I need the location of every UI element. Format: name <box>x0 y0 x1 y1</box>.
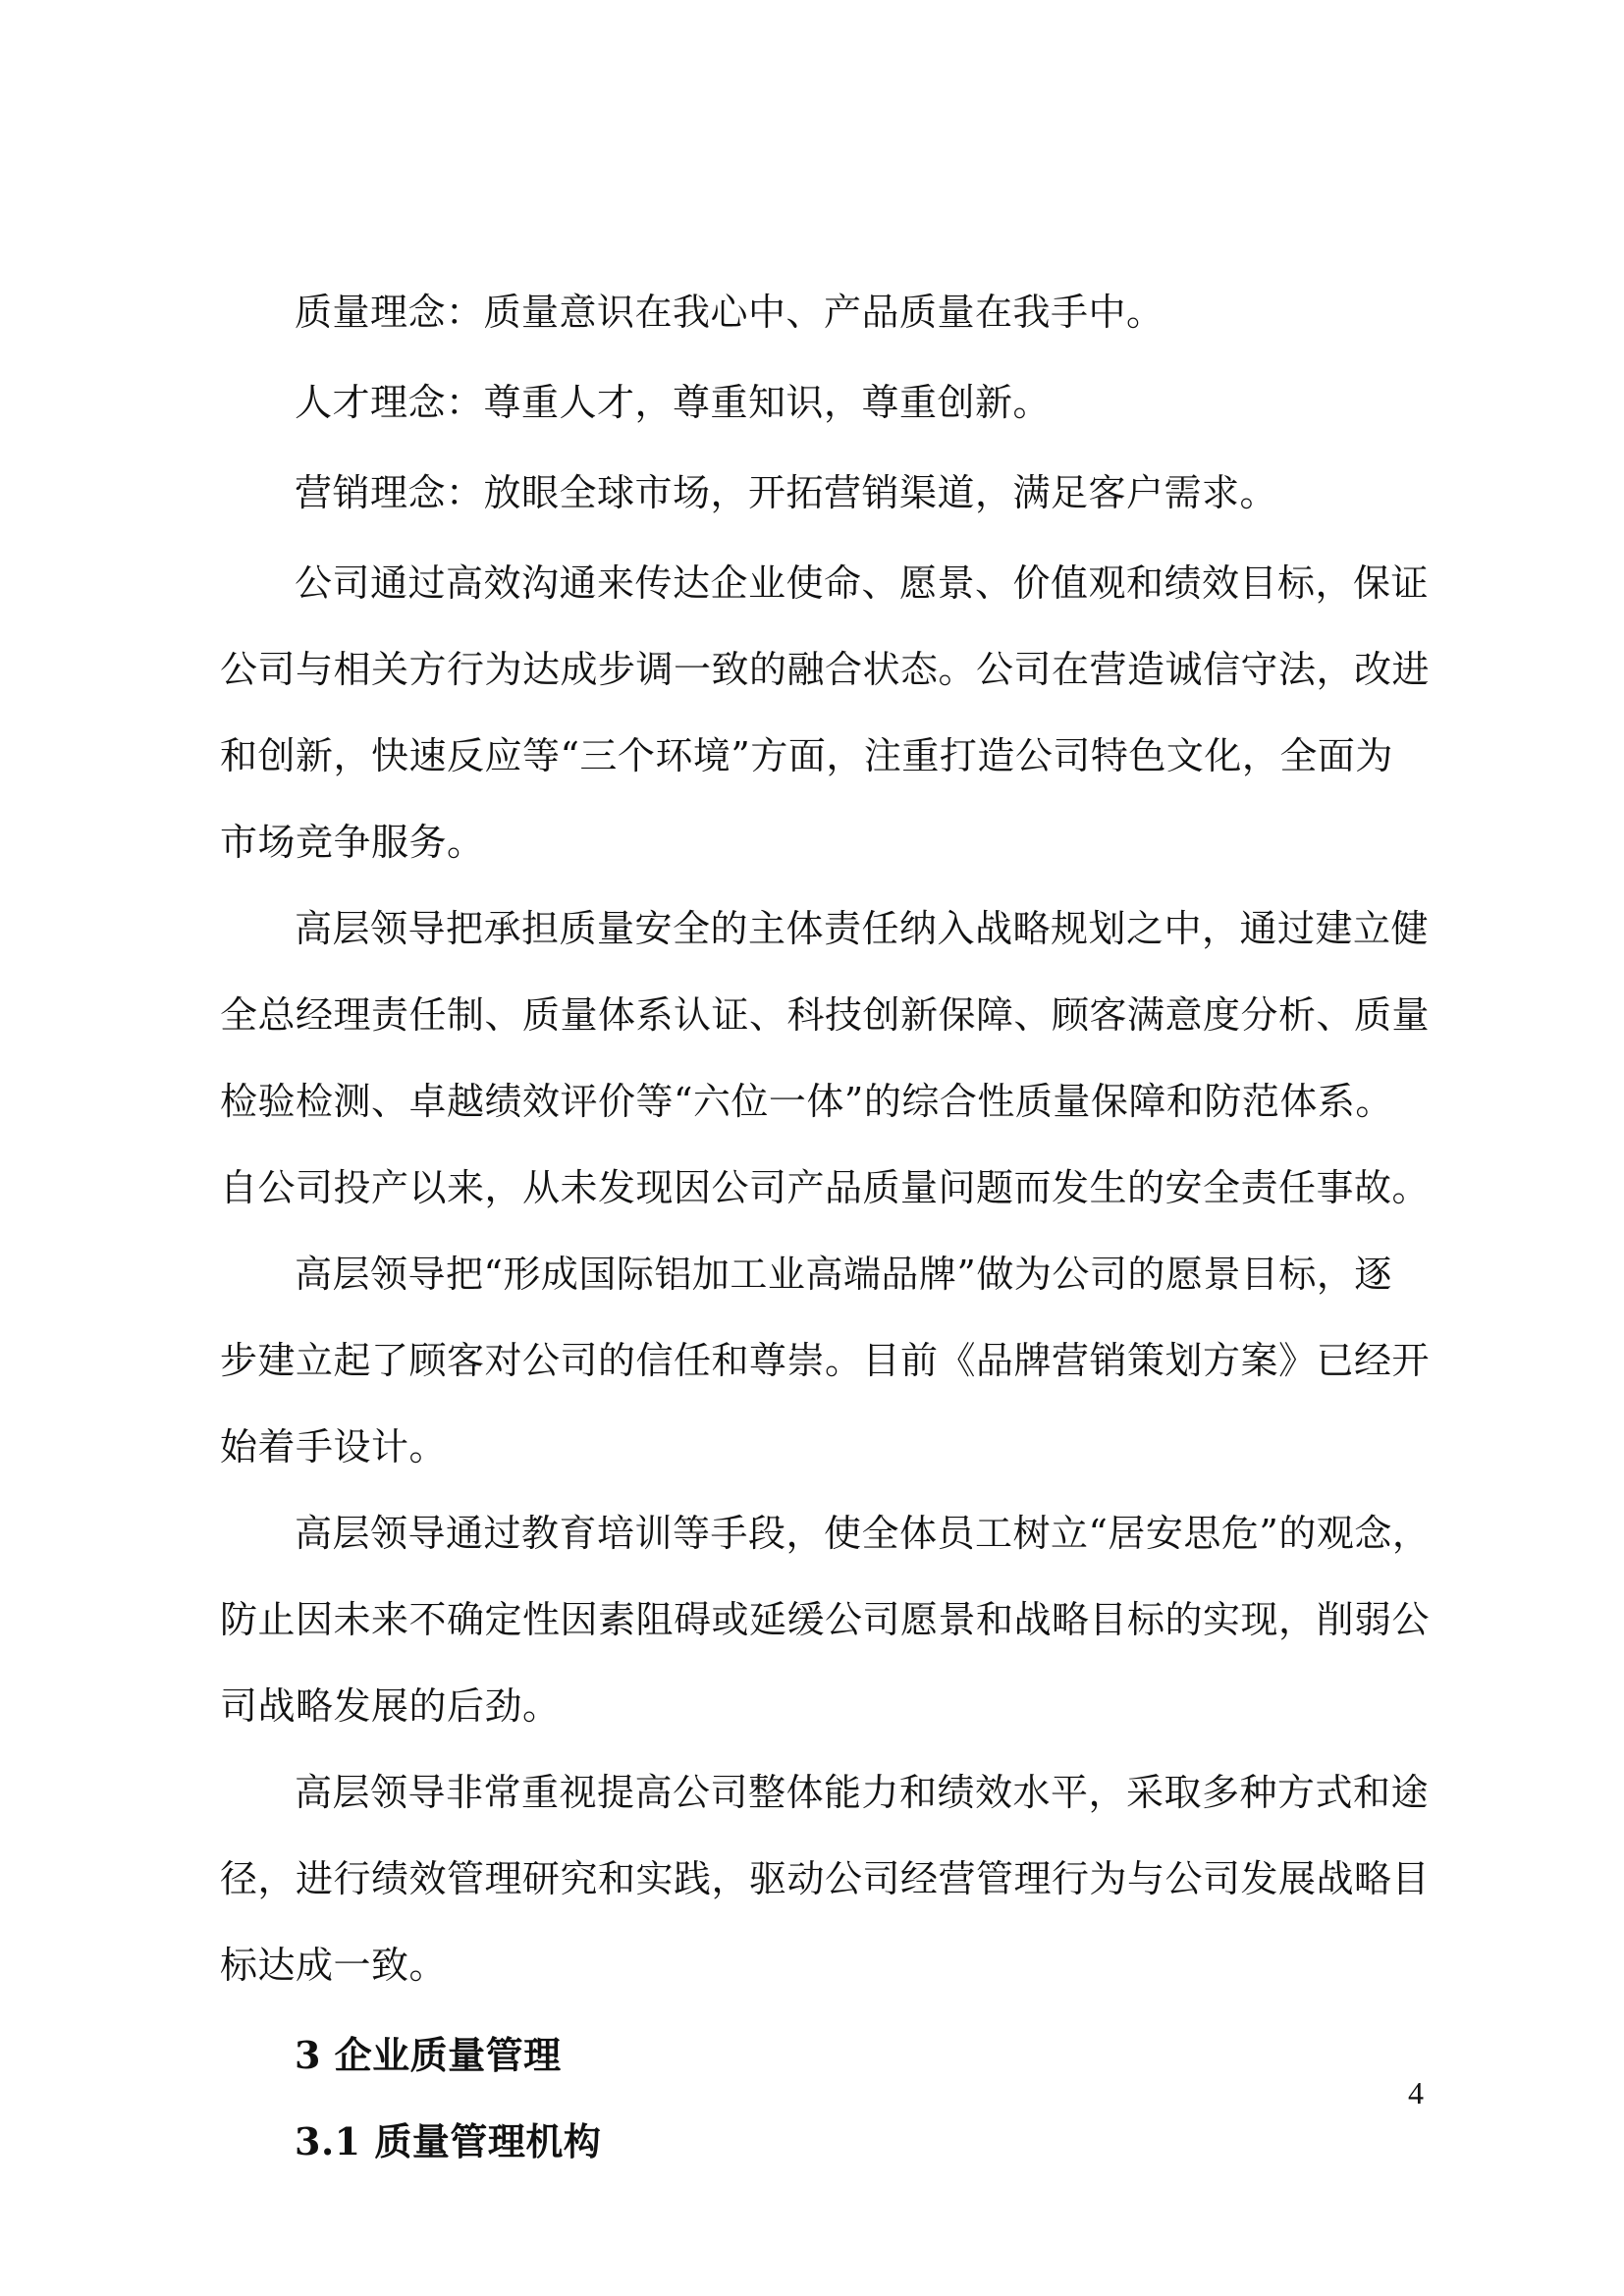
paragraph-line: 自公司投产以来，从未发现因公司产品质量问题而发生的安全责任事故。 <box>220 1166 1431 1209</box>
section-heading: 3 企业质量管理 <box>295 2033 562 2077</box>
paragraph-line: 检验检测、卓越绩效评价等“六位一体”的综合性质量保障和防范体系。 <box>220 1080 1393 1123</box>
page-number: 4 <box>1408 2075 1424 2110</box>
paragraph-line: 高层领导通过教育培训等手段，使全体员工树立“居安思危”的观念， <box>295 1512 1431 1555</box>
subsection-heading: 3.1 质量管理机构 <box>295 2119 602 2163</box>
paragraph-line: 步建立起了顾客对公司的信任和尊崇。目前《品牌营销策划方案》已经开 <box>220 1339 1431 1382</box>
paragraph-line: 径，进行绩效管理研究和实践，驱动公司经营管理行为与公司发展战略目 <box>220 1857 1431 1900</box>
paragraph-line: 始着手设计。 <box>220 1425 448 1468</box>
paragraph-line: 高层领导把承担质量安全的主体责任纳入战略规划之中，通过建立健 <box>295 907 1430 950</box>
quality-concept-line: 质量理念：质量意识在我心中、产品质量在我手中。 <box>295 291 1164 334</box>
talent-concept-line: 人才理念：尊重人才，尊重知识，尊重创新。 <box>295 381 1052 424</box>
paragraph-line: 高层领导非常重视提高公司整体能力和绩效水平，采取多种方式和途 <box>295 1771 1430 1814</box>
paragraph-line: 高层领导把“形成国际铝加工业高端品牌”做为公司的愿景目标，逐 <box>295 1253 1392 1296</box>
paragraph-line: 公司通过高效沟通来传达企业使命、愿景、价值观和绩效目标，保证 <box>295 561 1430 605</box>
paragraph-line: 司战略发展的后劲。 <box>220 1684 561 1728</box>
paragraph-line: 和创新，快速反应等“三个环境”方面，注重打造公司特色文化，全面为 <box>220 734 1393 777</box>
paragraph-line: 防止因未来不确定性因素阻碍或延缓公司愿景和战略目标的实现，削弱公 <box>220 1598 1431 1641</box>
marketing-concept-line: 营销理念：放眼全球市场，开拓营销渠道，满足客户需求。 <box>295 471 1278 514</box>
paragraph-line: 公司与相关方行为达成步调一致的融合状态。公司在营造诚信守法，改进 <box>220 648 1431 691</box>
paragraph-line: 标达成一致。 <box>220 1944 448 1987</box>
paragraph-line: 市场竞争服务。 <box>220 821 485 864</box>
paragraph-line: 全总经理责任制、质量体系认证、科技创新保障、顾客满意度分析、质量 <box>220 993 1431 1037</box>
